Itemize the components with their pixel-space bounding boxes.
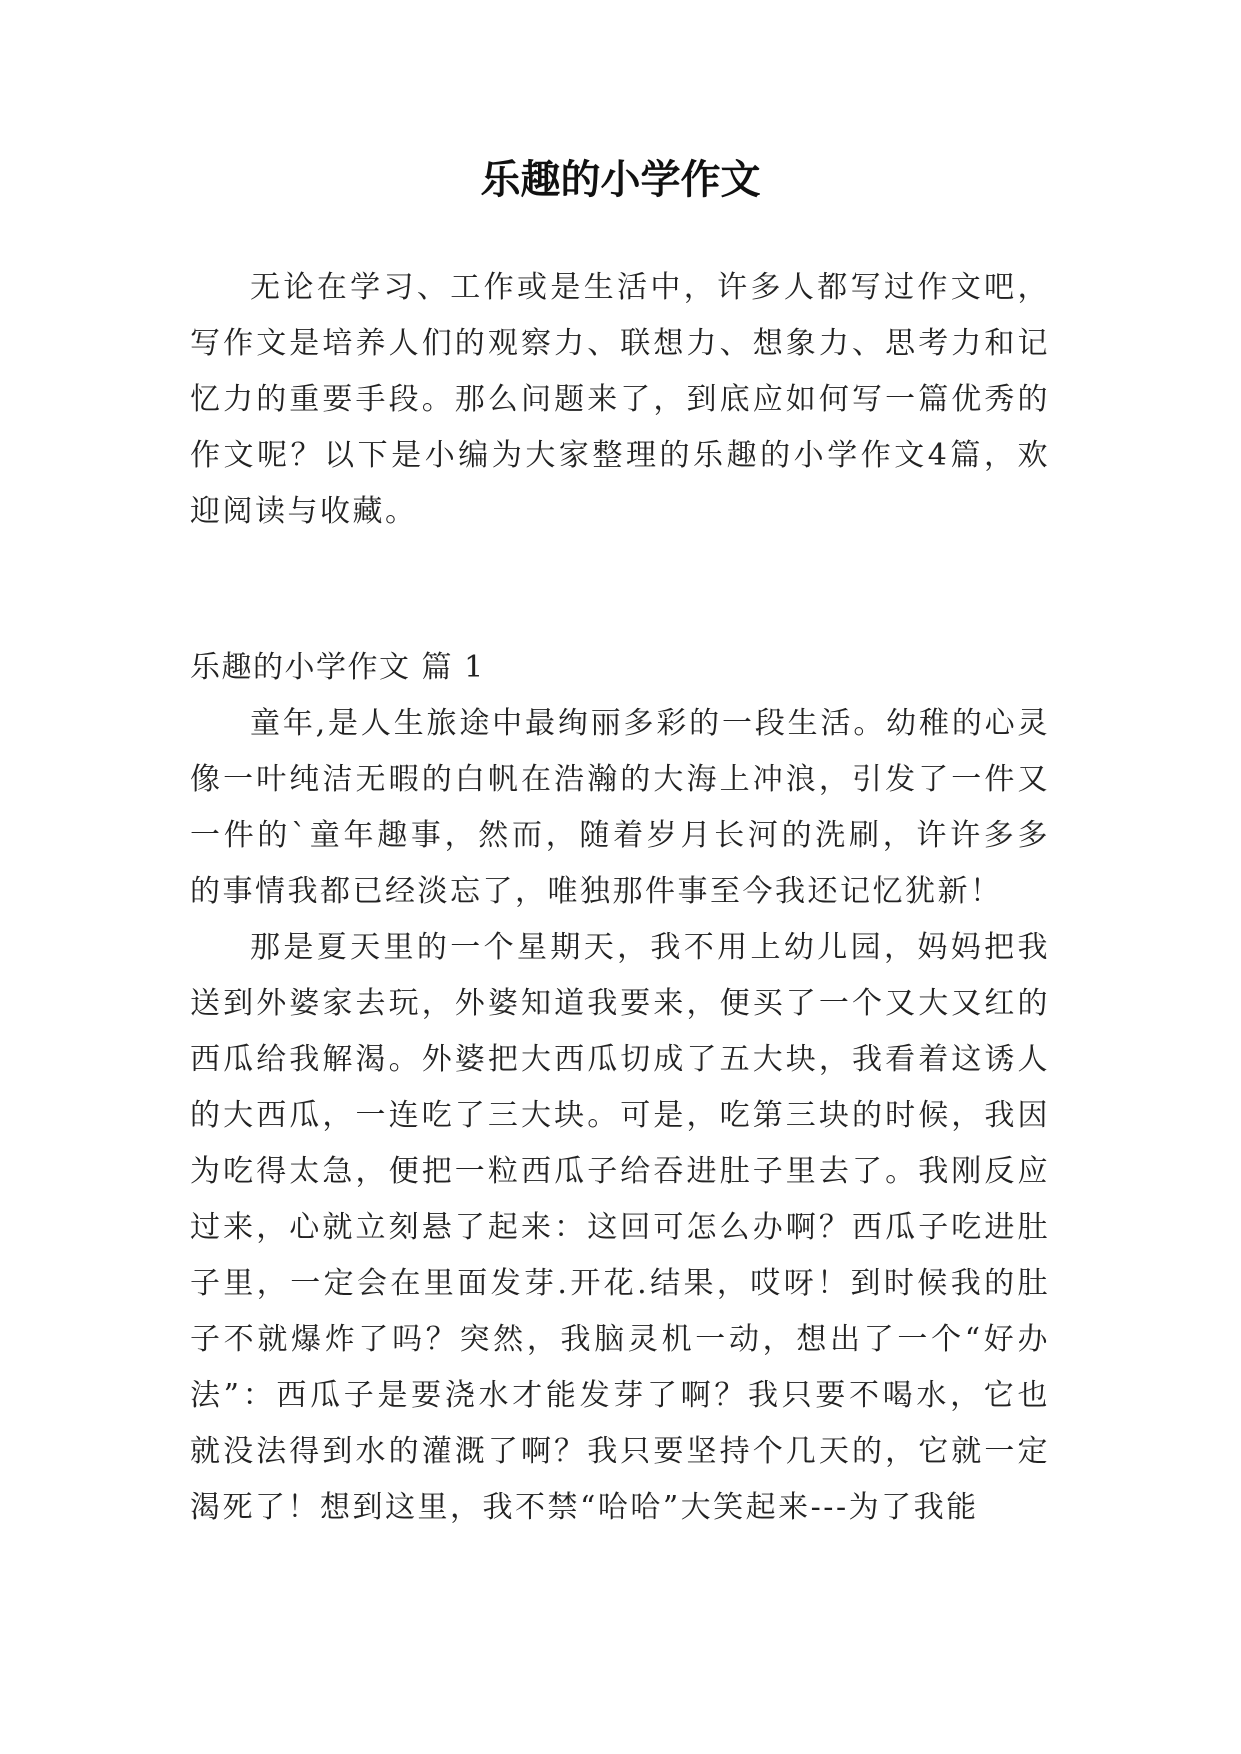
document-title: 乐趣的小学作文 [480,156,761,203]
intro-paragraph: 无论在学习、工作或是生活中，许多人都写过作文吧，写作文是培养人们的观察力、联想力、想象力、思考力和记忆力的重要手段。那么问题来了，到底应如何写一篇优秀的作文呢？以下是小编为大家整理的乐趣的小学作文4篇，欢迎阅读与收藏。 [190,270,1050,529]
body-paragraph-2: 那是夏天里的一个星期天，我不用上幼儿园，妈妈把我送到外婆家去玩，外婆知道我要来，便买了一个又大又红的西瓜给我解渴。外婆把大西瓜切成了五大块，我看着这诱人的大西瓜，一连吃了三大块。可是，吃第三块的时候，我因为吃得太急，便把一粒西瓜子给吞进肚子里去了。我刚反应过来，心就立刻悬了起来：这回可怎么办啊？西瓜子吃进肚子里，一定会在里面发芽.开花.结果，哎呀！到时候我的肚子不就爆炸了吗？突然，我脑灵机一动，想出了一个“好办法”：西瓜子是要浇水才能发芽了啊？我只要不喝水，它也就没法得到水的灌溉了啊？我只要坚持个几天的，它就一定渴死了！想到这里，我不禁“哈哈”大笑起来---为了我能 [190,930,1050,1525]
intro-block [190,260,1050,540]
essay-section-1 [190,640,1050,1536]
body-paragraph-1: 童年,是人生旅途中最绚丽多彩的一段生活。幼稚的心灵像一叶纯洁无暇的白帆在浩瀚的大海上冲浪，引发了一件又一件的`童年趣事，然而，随着岁月长河的洗刷，许许多多的事情我都已经淡忘了，唯独那件事至今我还记忆犹新！ [190,706,1050,909]
section-heading: 乐趣的小学作文 篇 1 [190,650,485,685]
